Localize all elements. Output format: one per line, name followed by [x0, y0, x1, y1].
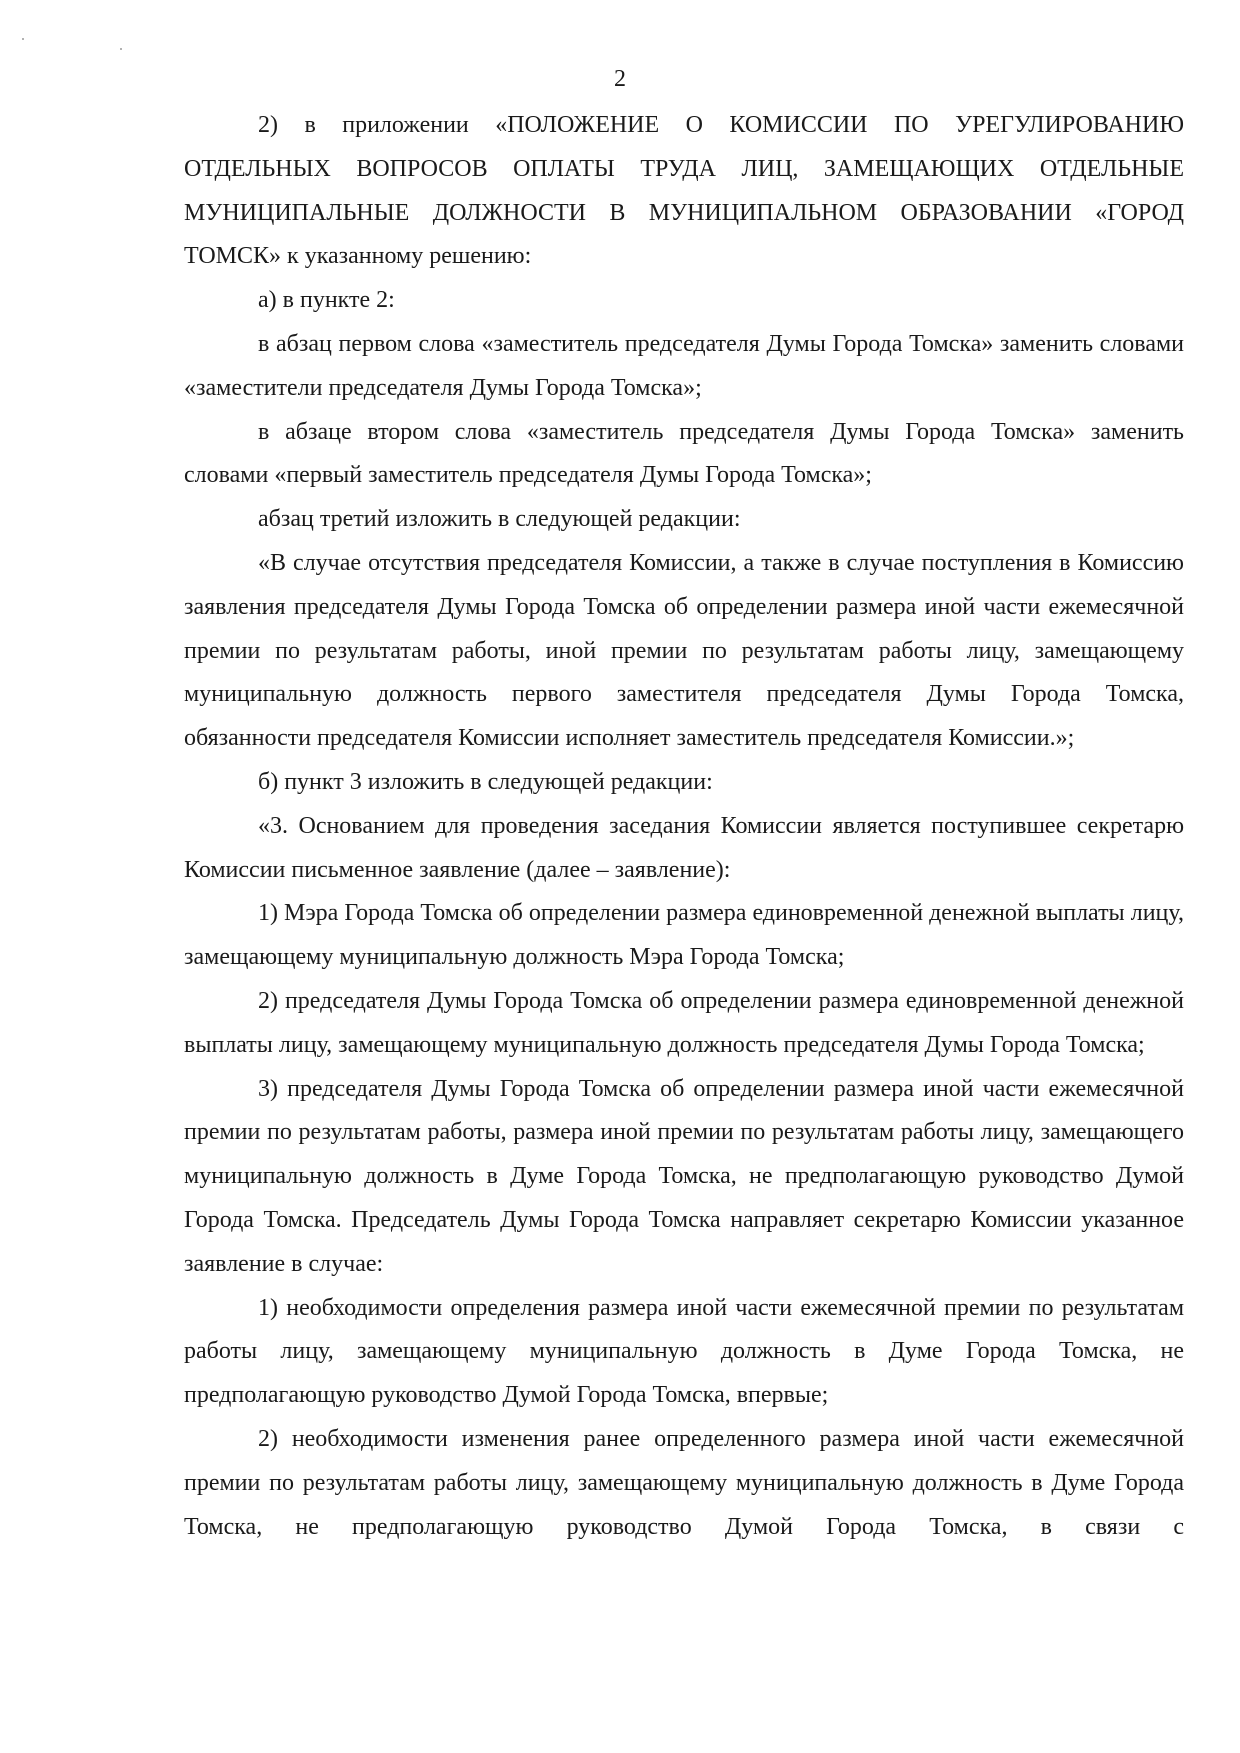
paragraph-point-3: «3. Основанием для проведения заседания Комиссии является поступившее секретарю Комиссии письменное заявление (далее – заявление): — [184, 812, 1184, 883]
paragraph-case-1: 1) необходимости определения размера иной части ежемесячной премии по результатам работы лицу, замещающему муниципальную должность в Думе Города Томска, не предполагающую руководство Думой Города Томска, впервые; — [184, 1294, 1184, 1409]
paragraph-first-abzac: в абзац первом слова «заместитель председателя Думы Города Томска» заменить словами «заместители председателя Думы Города Томска»; — [184, 330, 1184, 401]
paragraph-second-abzac: в абзаце втором слова «заместитель председателя Думы Города Томска» заменить словами «первый заместитель председателя Думы Города Томска»; — [184, 418, 1184, 489]
paragraph-subitem-b: б) пункт 3 изложить в следующей редакции: — [258, 768, 713, 795]
document-body — [184, 104, 1184, 1549]
paragraph-point-3-item-3: 3) председателя Думы Города Томска об определении размера иной части ежемесячной премии по результатам работы, размера иной премии по результатам работы лицу, замещающего муниципальную должность в Думе Города Томска, не предполагающую руководство Думой Города Томска. Председатель Думы Города Томска направляет секретарю Комиссии указанное заявление в случае: — [184, 1075, 1184, 1277]
paragraph-point-3-item-1: 1) Мэра Города Томска об определении размера единовременной денежной выплаты лицу, замещающему муниципальную должность Мэра Города Томска; — [184, 900, 1184, 971]
page-number: 2 — [614, 66, 626, 92]
scan-speck — [22, 38, 24, 40]
paragraph-case-2: 2) необходимости изменения ранее определенного размера иной части ежемесячной премии по результатам работы лицу, замещающему муниципальную должность в Думе Города Томска, не предполагающую руководство Думой Города Томска, в связи с — [184, 1425, 1184, 1540]
paragraph-subitem-a: а) в пункте 2: — [258, 287, 395, 314]
paragraph-annex-amendment: 2) в приложении «ПОЛОЖЕНИЕ О КОМИССИИ ПО УРЕГУЛИРОВАНИЮ ОТДЕЛЬНЫХ ВОПРОСОВ ОПЛАТЫ ТРУДА ЛИЦ, ЗАМЕЩАЮЩИХ ОТДЕЛЬНЫЕ МУНИЦИПАЛЬНЫЕ ДОЛЖНОСТИ В МУНИЦИПАЛЬНОМ ОБРАЗОВАНИИ «ГОРОД ТОМСК» к указанному решению: — [184, 112, 1184, 270]
paragraph-third-abzac-text: «В случае отсутствия председателя Комиссии, а также в случае поступления в Комиссию заявления председателя Думы Города Томска об определении размера иной части ежемесячной премии по результатам работы, иной премии по результатам работы лицу, замещающему муниципальную должность первого заместителя председателя Думы Города Томска, обязанности председателя Комиссии исполняет заместитель председателя Комиссии.»; — [184, 549, 1184, 752]
paragraph-point-3-item-2: 2) председателя Думы Города Томска об определении размера единовременной денежной выплаты лицу, замещающему муниципальную должность председателя Думы Города Томска; — [184, 987, 1184, 1058]
scan-speck — [120, 48, 122, 50]
paragraph-third-abzac-intro: абзац третий изложить в следующей редакции: — [258, 506, 741, 533]
